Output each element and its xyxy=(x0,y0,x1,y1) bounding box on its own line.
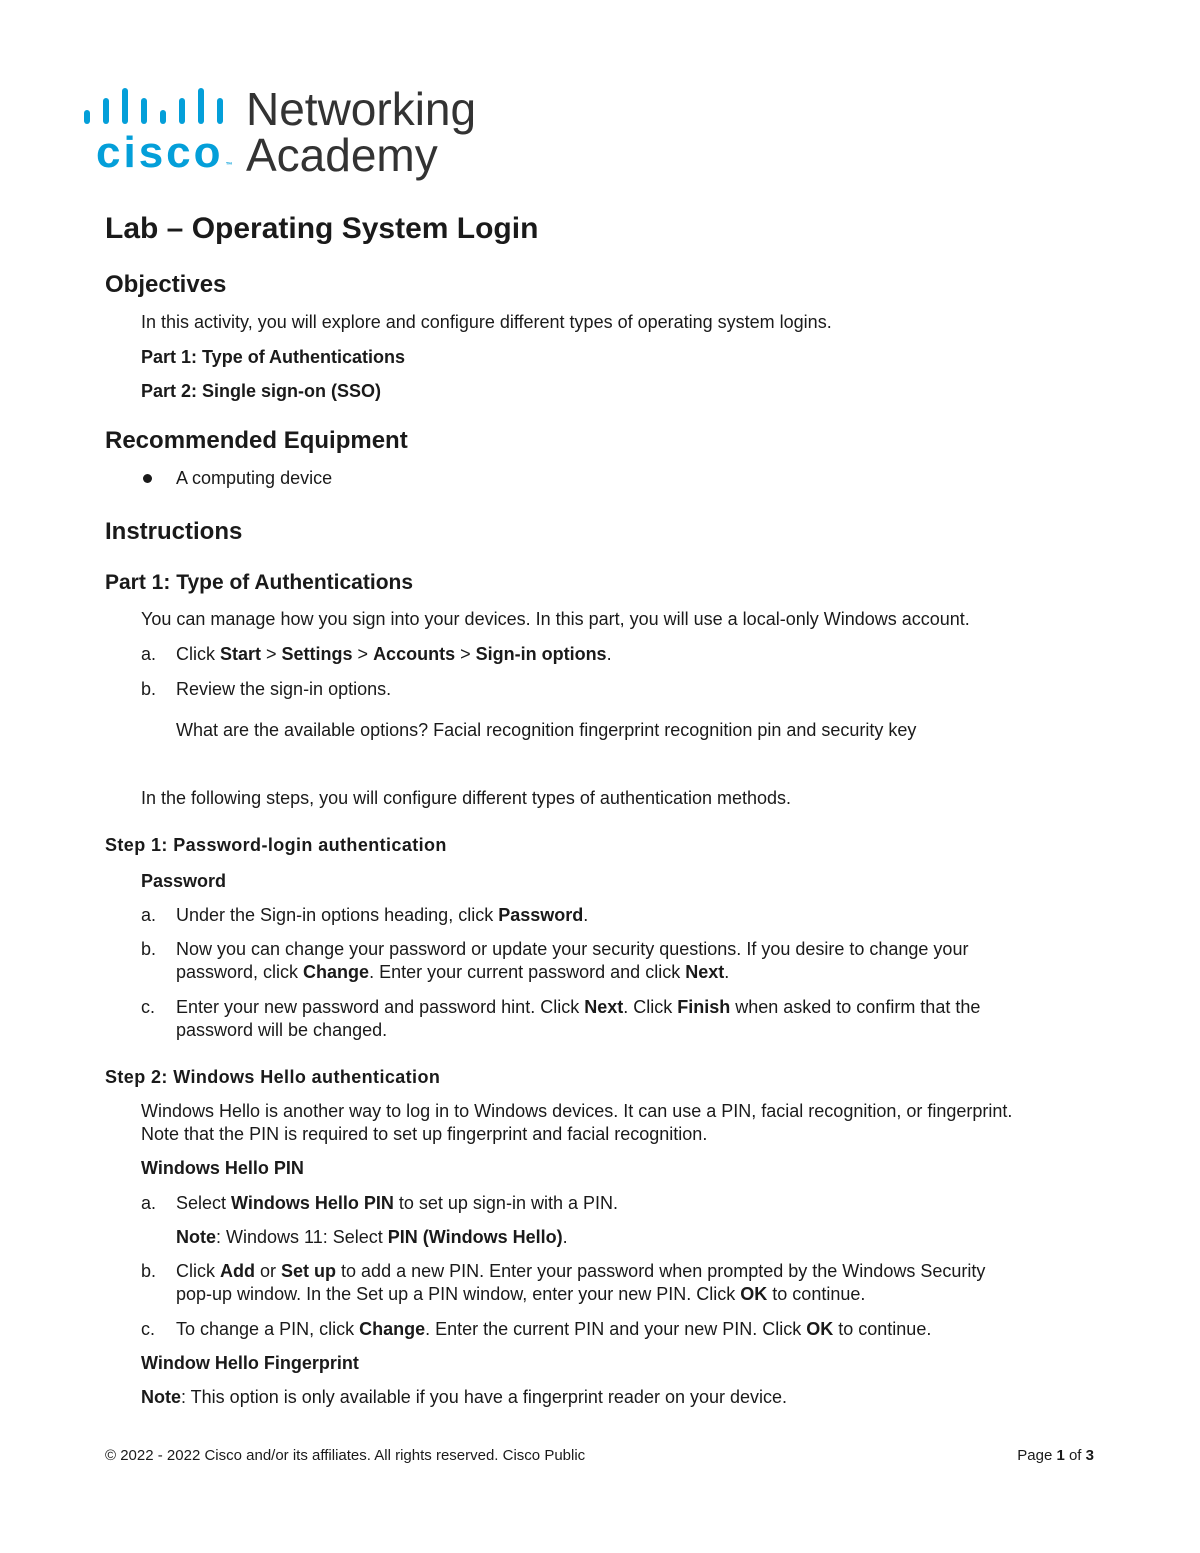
part1-following: In the following steps, you will configure different types of authentication methods. xyxy=(141,788,792,808)
logo-product-name: Networking Academy xyxy=(246,83,477,181)
cisco-logo-bars xyxy=(84,88,234,128)
list-label: b. xyxy=(141,679,157,699)
bullet-icon xyxy=(143,474,152,483)
objectives-part2: Part 2: Single sign-on (SSO) xyxy=(141,381,382,401)
list-label: a. xyxy=(141,644,157,664)
list-label: a. xyxy=(141,1193,157,1213)
cisco-wordmark: cisco ™ xyxy=(96,128,233,177)
part1-intro: You can manage how you sign into your devices. In this part, you will use a local-only Windows account. xyxy=(141,609,970,629)
objectives-intro: In this activity, you will explore and configure different types of operating system logins. xyxy=(141,312,832,332)
step1-b: Now you can change your password or update your security questions. If you desire to change your password, click Change. Enter your current password and click Next. xyxy=(176,939,969,982)
objectives-part1: Part 1: Type of Authentications xyxy=(141,347,406,367)
footer-copyright: © 2022 - 2022 Cisco and/or its affiliates. All rights reserved. Cisco Public xyxy=(105,1447,586,1464)
step1-heading: Step 1: Password-login authentication xyxy=(105,835,447,855)
equipment-heading: Recommended Equipment xyxy=(105,427,408,454)
list-label: c. xyxy=(141,1319,156,1339)
step2-fingerprint-subheading: Window Hello Fingerprint xyxy=(141,1353,359,1373)
part1-step-b: Review the sign-in options. xyxy=(176,679,392,699)
step2-c: To change a PIN, click Change. Enter the current PIN and your new PIN. Click OK to continue. xyxy=(176,1319,932,1339)
objectives-heading: Objectives xyxy=(105,271,227,298)
instructions-heading: Instructions xyxy=(105,518,243,545)
step2-heading: Step 2: Windows Hello authentication xyxy=(105,1067,441,1087)
step2-b: Click Add or Set up to add a new PIN. Enter your password when prompted by the Windows Security pop-up window. In the Set up a PIN window, enter your new PIN. Click OK to continue. xyxy=(176,1261,986,1304)
footer-page-number: Page 1 of 3 xyxy=(1017,1447,1094,1464)
step1-a: Under the Sign-in options heading, click Password. xyxy=(176,905,589,925)
page-title: Lab – Operating System Login xyxy=(105,212,539,245)
step1-subheading: Password xyxy=(141,871,227,891)
step2-a: Select Windows Hello PIN to set up sign-in with a PIN. xyxy=(176,1193,618,1213)
step2-intro: Windows Hello is another way to log in to Windows devices. It can use a PIN, facial recognition, or fingerprint. Note that the PIN is required to set up fingerprint and facial recognition. xyxy=(141,1101,1013,1144)
list-label: c. xyxy=(141,997,156,1017)
step1-c: Enter your new password and password hint. Click Next. Click Finish when asked to confirm that the password will be changed. xyxy=(176,997,981,1040)
step2-note: Note: Windows 11: Select PIN (Windows Hello). xyxy=(176,1227,568,1247)
part1-step-a: Click Start > Settings > Accounts > Sign-in options. xyxy=(176,644,612,664)
list-label: b. xyxy=(141,939,157,959)
step2-fingerprint-note: Note: This option is only available if you have a fingerprint reader on your device. xyxy=(141,1387,788,1407)
equipment-item: A computing device xyxy=(176,468,333,488)
part1-heading: Part 1: Type of Authentications xyxy=(105,571,414,594)
part1-question: What are the available options? Facial recognition fingerprint recognition pin and security key xyxy=(176,720,917,740)
list-label: b. xyxy=(141,1261,157,1281)
list-label: a. xyxy=(141,905,157,925)
step2-pin-subheading: Windows Hello PIN xyxy=(141,1158,304,1178)
